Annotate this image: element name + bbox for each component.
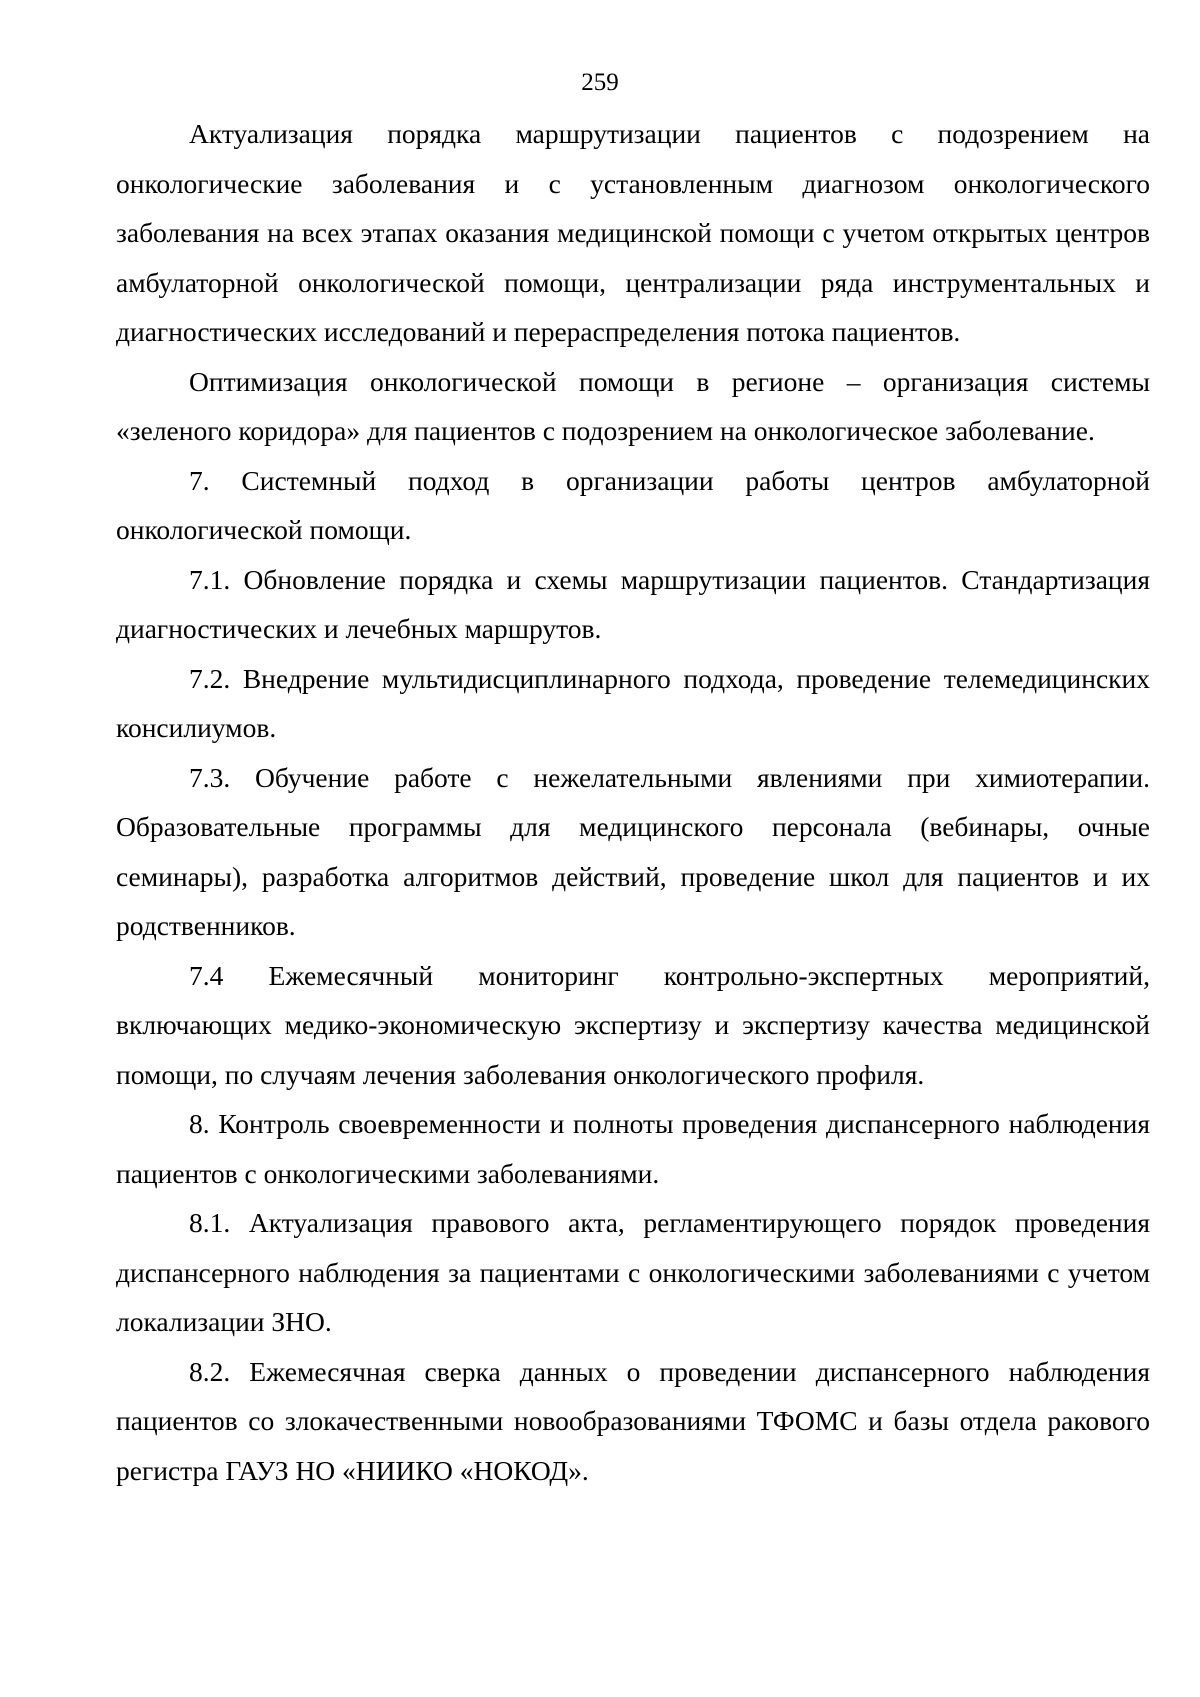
paragraph-section-8: 8. Контроль своевременности и полноты проведения диспансерного наблюдения пациентов с онкологическими заболеваниями.: [116, 1108, 1150, 1189]
paragraph-section-7-3: 7.3. Обучение работе с нежелательными явлениями при химиотерапии. Образовательные программы для медицинского персонала (вебинары, очные семинары), разработка алгоритмов действий, проведение школ для пациентов и их родственников.: [116, 761, 1150, 941]
paragraph-green-corridor: Оптимизация онкологической помощи в регионе – организация системы «зеленого коридора» для пациентов с подозрением на онкологическое заболевание.: [116, 365, 1150, 446]
paragraph-section-7-4: 7.4 Ежемесячный мониторинг контрольно-экспертных мероприятий, включающих медико-экономическую экспертизу и экспертизу качества медицинской помощи, по случаям лечения заболевания онкологического профиля.: [116, 959, 1150, 1090]
paragraph-routing-update: Актуализация порядка маршрутизации пациентов с подозрением на онкологические заболевания и с установленным диагнозом онкологического заболевания на всех этапах оказания медицинской помощи с учетом открытых центров амбулаторной онкологической помощи, централизации ряда инструментальных и диагностических исследований и перераспределения потока пациентов.: [116, 118, 1150, 347]
page-number: 259: [581, 69, 619, 96]
paragraph-section-7-2: 7.2. Внедрение мультидисциплинарного подхода, проведение телемедицинских консилиумов.: [116, 662, 1150, 743]
document-body: [116, 109, 1150, 1495]
paragraph-section-8-1: 8.1. Актуализация правового акта, регламентирующего порядок проведения диспансерного наблюдения за пациентами с онкологическими заболеваниями с учетом локализации ЗНО.: [116, 1207, 1150, 1337]
paragraph-section-7-1: 7.1. Обновление порядка и схемы маршрутизации пациентов. Стандартизация диагностических и лечебных маршрутов.: [116, 563, 1150, 644]
paragraph-section-8-2: 8.2. Ежемесячная сверка данных о проведении диспансерного наблюдения пациентов со злокачественными новообразованиями ТФОМС и базы отдела ракового регистра ГАУЗ НО «НИИКО «НОКОД».: [116, 1355, 1150, 1486]
paragraph-section-7: 7. Системный подход в организации работы центров амбулаторной онкологической помощи.: [116, 464, 1150, 545]
